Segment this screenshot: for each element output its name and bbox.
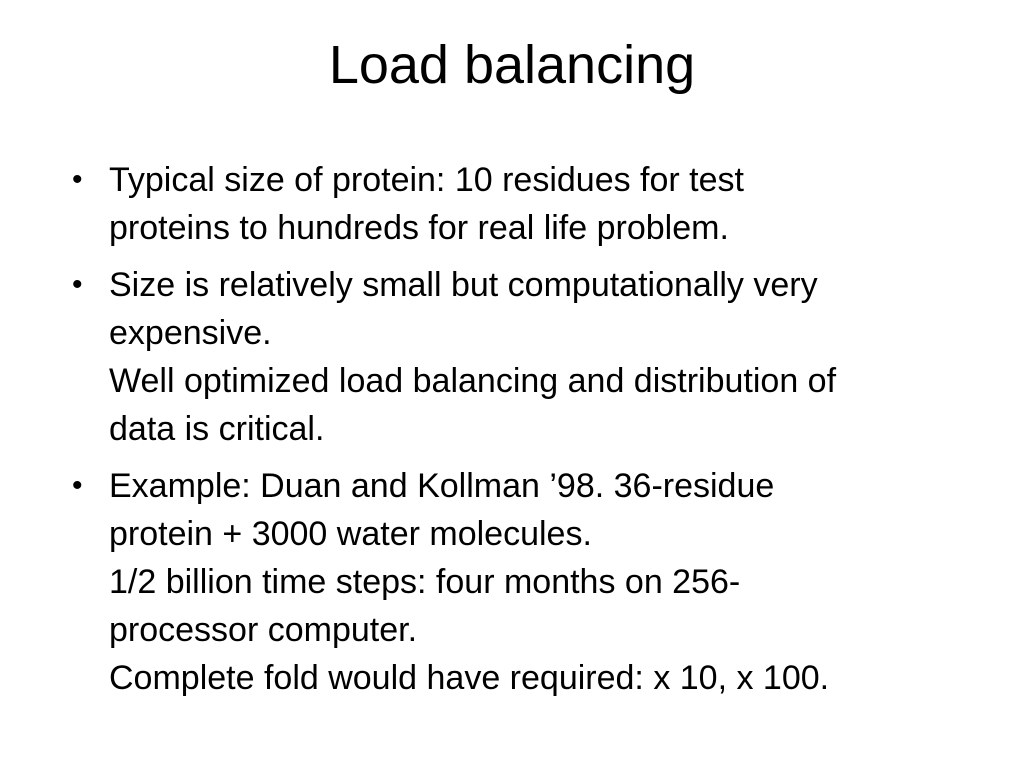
bullet-list	[70, 156, 990, 711]
bullet-text-line: Well optimized load balancing and distribution of	[109, 362, 837, 400]
bullet-item-example	[70, 462, 990, 702]
bullet-text-line: Complete fold would have required: x 10, x 100.	[109, 659, 830, 697]
bullet-text-line: Typical size of protein: 10 residues for test	[109, 161, 744, 199]
bullet-item-protein-size	[70, 156, 990, 252]
bullet-icon: •	[72, 268, 83, 301]
bullet-text-line: 1/2 billion time steps: four months on 256-	[109, 563, 741, 601]
bullet-text-line: Example: Duan and Kollman ’98. 36-residue	[109, 467, 775, 505]
slide-title: Load balancing	[328, 35, 696, 95]
bullet-text-line: proteins to hundreds for real life problem.	[109, 209, 729, 247]
bullet-text-line: processor computer.	[109, 611, 418, 649]
bullet-text-line: Size is relatively small but computationally very	[109, 266, 818, 304]
bullet-item-computational-cost	[70, 261, 990, 453]
bullet-text-line: protein + 3000 water molecules.	[109, 515, 592, 553]
bullet-icon: •	[72, 163, 83, 196]
bullet-text-line: expensive.	[109, 314, 272, 352]
bullet-icon: •	[72, 469, 83, 502]
bullet-text-line: data is critical.	[109, 410, 325, 448]
